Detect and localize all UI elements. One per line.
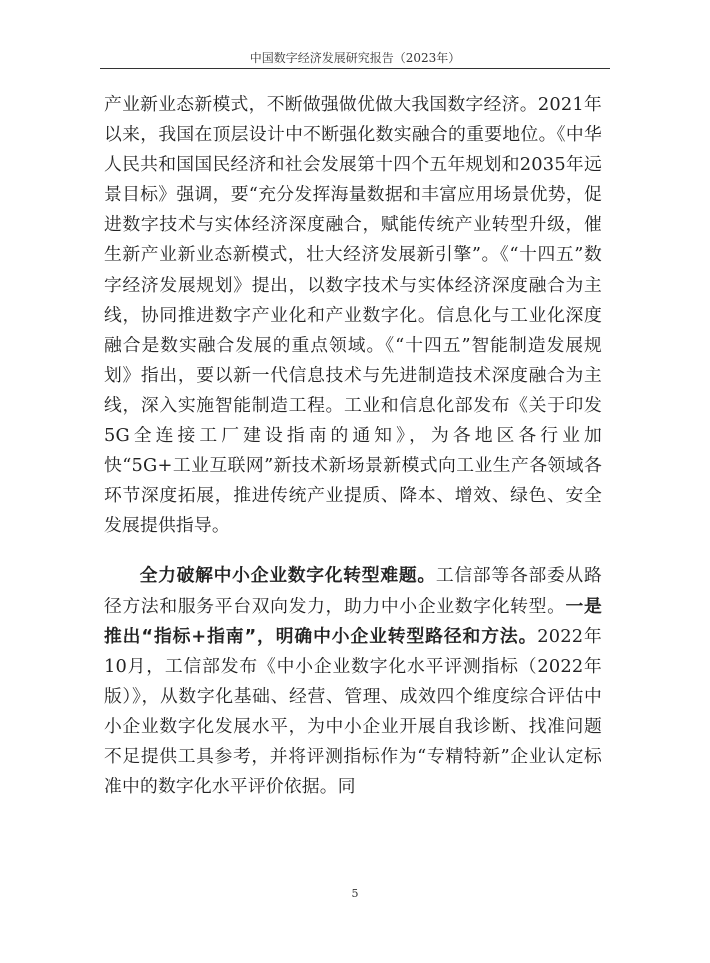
paragraph-emphasis: 一是推出“指标+指南”，明确中小企业转型路径和方法。 [104, 595, 602, 647]
body-text [104, 90, 602, 802]
paragraph-lead-heading: 全力破解中小企业数字化转型难题。 [139, 565, 436, 587]
paragraph-sme-transformation [104, 561, 602, 802]
paragraph-text: 2022年10月，工信部发布《中小企业数字化水平评测指标（2022年版）》，从数字化基础、经营、管理、成效四个维度综合评估中小企业数字化发展水平，为中小企业开展自我诊断、找准问题不足提供工具参考，并将评测指标作为“专精特新”企业认定标准中的数字化水平评价依据。同 [104, 625, 602, 798]
paragraph-continued: 产业新业态新模式，不断做强做优做大我国数字经济。2021年以来，我国在顶层设计中不断强化数实融合的重要地位。《中华人民共和国国民经济和社会发展第十四个五年规划和2035年远景目标》强调，要“充分发挥海量数据和丰富应用场景优势，促进数字技术与实体经济深度融合，赋能传统产业转型升级，催生新产业新业态新模式，壮大经济发展新引擎”。《“十四五”数字经济发展规划》提出，以数字技术与实体经济深度融合为主线，协同推进数字产业化和产业数字化。信息化与工业化深度融合是数实融合发展的重点领域。《“十四五”智能制造发展规划》指出，要以新一代信息技术与先进制造技术深度融合为主线，深入实施智能制造工程。工业和信息化部发布《关于印发5G全连接工厂建设指南的通知》，为各地区各行业加快“5G+工业互联网”新技术新场景新模式向工业生产各领域各环节深度拓展，推进传统产业提质、降本、增效、绿色、安全发展提供指导。 [104, 94, 602, 537]
running-header: 中国数字经济发展研究报告（2023年） [249, 51, 461, 65]
page-number: 5 [351, 887, 359, 900]
header-divider [100, 68, 610, 69]
paragraph-text: 工信部等各部委从路径方法和服务平台双向发力，助力中小企业数字化转型。 [104, 565, 602, 617]
